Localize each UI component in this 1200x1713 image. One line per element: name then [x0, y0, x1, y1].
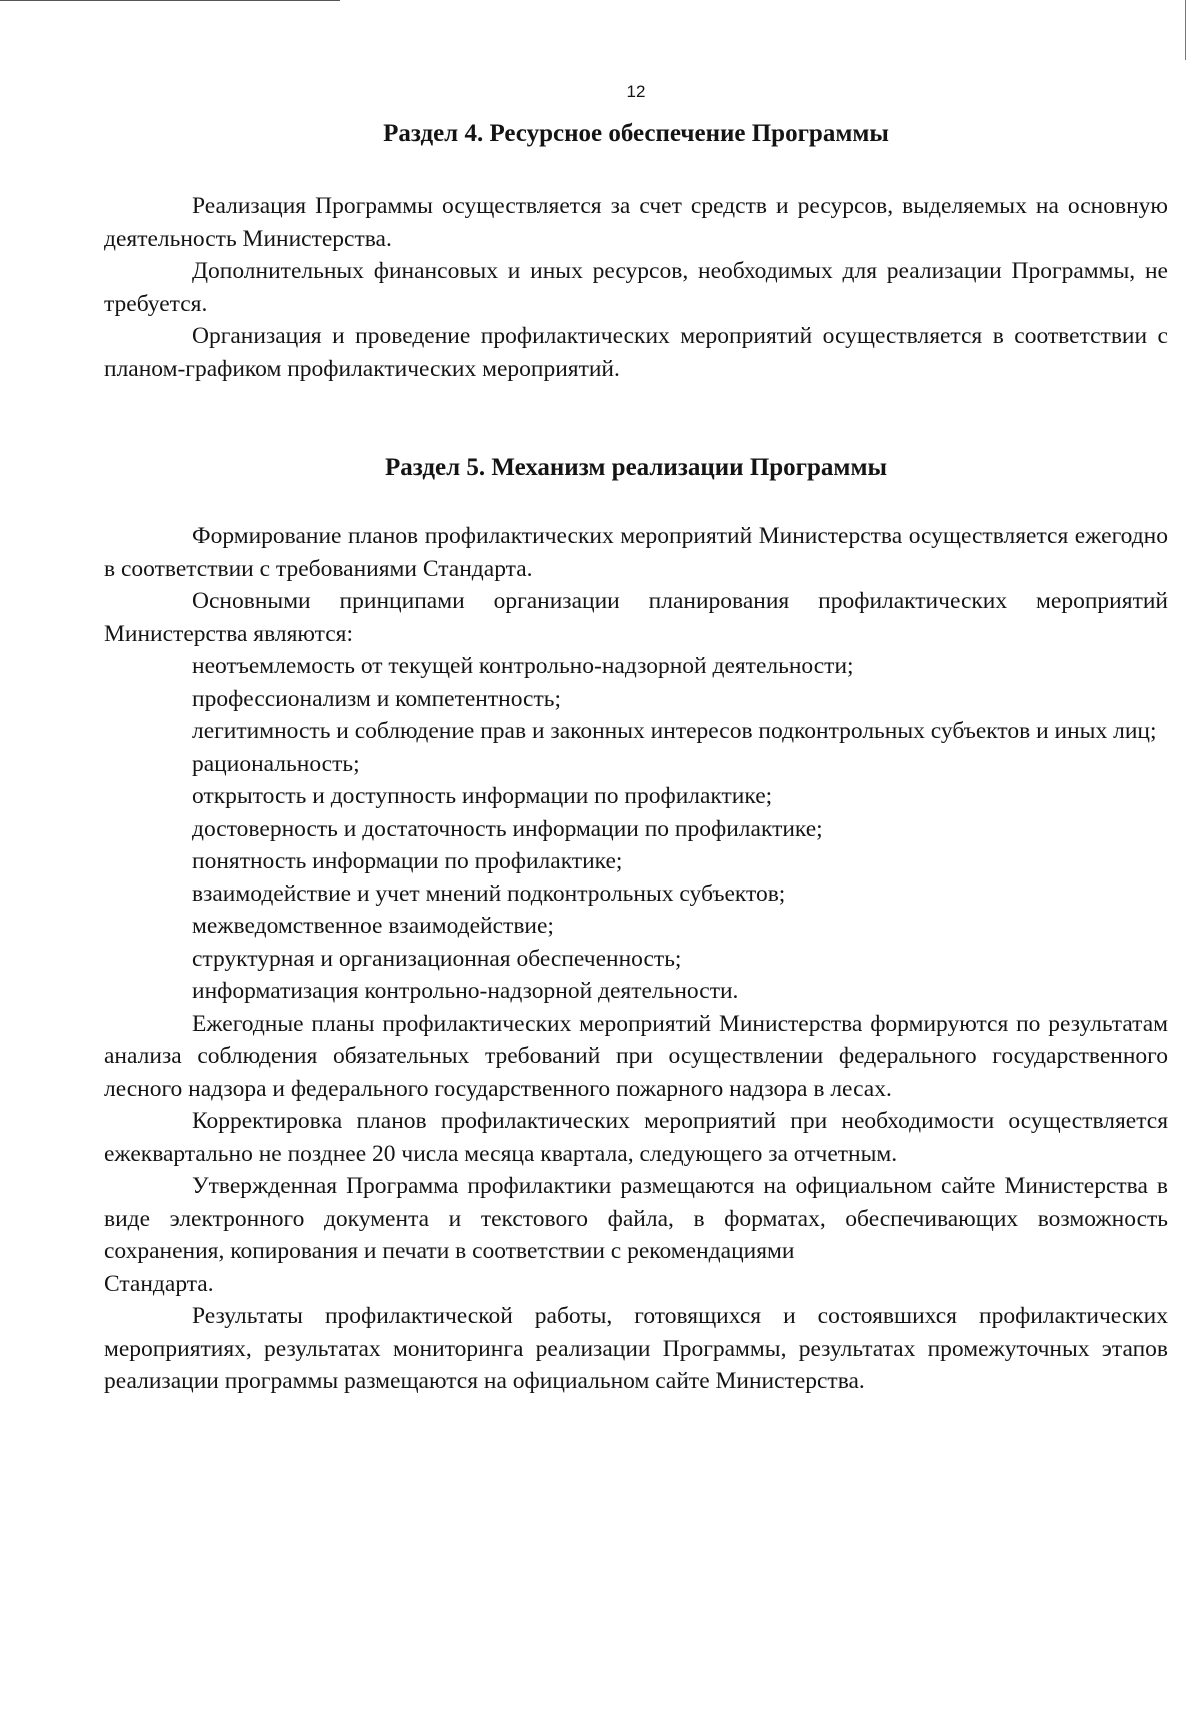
section-5-body	[104, 520, 1168, 1398]
list-item: взаимодействие и учет мнений подконтрольных субъектов;	[192, 880, 786, 907]
paragraph: Формирование планов профилактических мероприятий Министерства осуществляется ежегодно в соответствии с требованиями Стандарта.	[104, 523, 1168, 582]
section-4-title: Раздел 4. Ресурсное обеспечение Программы	[383, 120, 889, 147]
section-4-body	[104, 190, 1168, 385]
paragraph: Реализация Программы осуществляется за счет средств и ресурсов, выделяемых на основную деятельность Министерства.	[104, 193, 1168, 252]
paragraph: Утвержденная Программа профилактики размещаются на официальном сайте Министерства в виде электронного документа и текстового файла, в форматах, обеспечивающих возможность сохранения, копирования и печати в соответствии с рекомендациями	[104, 1173, 1168, 1264]
section-5-title: Раздел 5. Механизм реализации Программы	[384, 454, 888, 481]
list-item: достоверность и достаточность информации по профилактике;	[192, 815, 823, 842]
list-item: рациональность;	[192, 750, 360, 777]
scan-edge-top	[0, 0, 340, 1]
scan-edge-right	[1185, 0, 1186, 60]
list-item: понятность информации по профилактике;	[192, 848, 623, 874]
paragraph: Дополнительных финансовых и иных ресурсов, необходимых для реализации Программы, не требуется.	[104, 258, 1168, 317]
list-item: легитимность и соблюдение прав и законных интересов подконтрольных субъектов и иных лиц;	[192, 718, 1157, 744]
list-item: межведомственное взаимодействие;	[192, 913, 554, 939]
paragraph: Корректировка планов профилактических мероприятий при необходимости осуществляется ежеквартально не позднее 20 числа месяца квартала, следующего за отчетным.	[104, 1108, 1168, 1167]
paragraph: Результаты профилактической работы, готовящихся и состоявшихся профилактических мероприятиях, результатах мониторинга реализации Программы, результатах промежуточных этапов реализации программы размещаются на официальном сайте Министерства.	[104, 1303, 1168, 1394]
paragraph-continuation: Стандарта.	[104, 1270, 214, 1297]
page-number: 12	[626, 82, 646, 101]
list-item: информатизация контрольно-надзорной деятельности.	[192, 978, 739, 1004]
principles-list	[104, 650, 1168, 1008]
paragraph: Ежегодные планы профилактических мероприятий Министерства формируются по результатам анализа соблюдения обязательных требований при осуществлении федерального государственного лесного надзора и федерального государственного пожарного надзора в лесах.	[104, 1010, 1168, 1102]
list-item: открытость и доступность информации по профилактике;	[192, 783, 773, 809]
paragraph: Основными принципами организации планирования профилактических мероприятий Министерства являются:	[104, 588, 1168, 647]
list-item: профессионализм и компетентность;	[192, 685, 561, 712]
paragraph: Организация и проведение профилактических мероприятий осуществляется в соответствии с планом-графиком профилактических мероприятий.	[104, 323, 1168, 382]
list-item: структурная и организационная обеспеченность;	[192, 945, 682, 972]
list-item: неотъемлемость от текущей контрольно-надзорной деятельности;	[192, 653, 854, 679]
